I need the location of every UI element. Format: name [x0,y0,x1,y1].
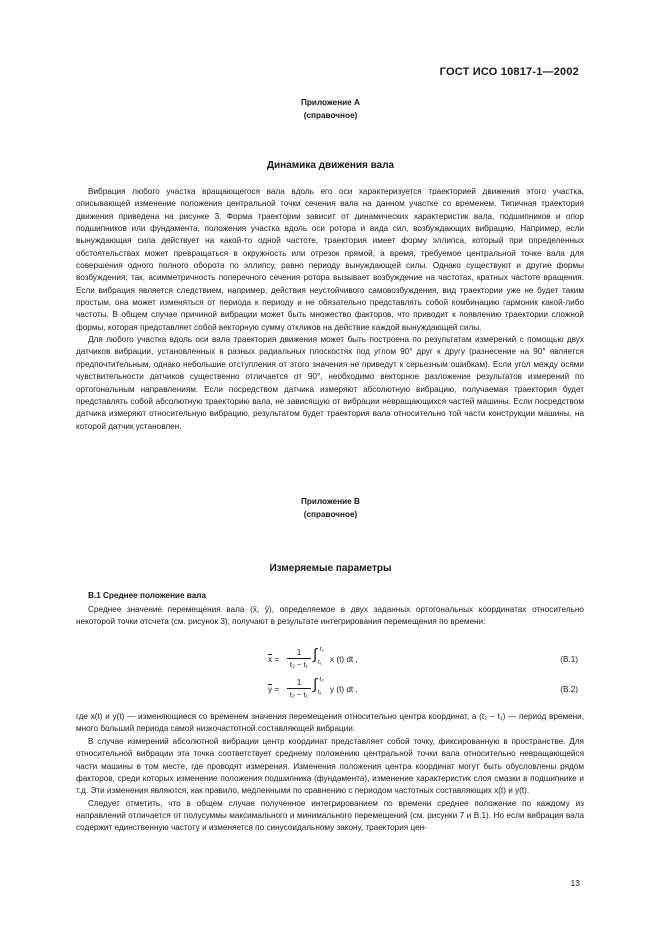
equation-b2-fraction: $\frac{1}{\text{t₂ − t₁}}$ [287,678,311,700]
equation-b1-lhs: $\overline{x}$ = [268,655,280,664]
annex-a-label: Приложение А [301,98,360,107]
equation-b1 [0,648,661,674]
equation-b1-lower-limit: t₁ [318,660,322,666]
annex-b-label: Приложение В [301,497,360,506]
integral-icon: ∫ [313,646,318,663]
equation-b2-lower-limit: t₁ [318,690,322,696]
equation-b2-upper-limit: t₂ [320,677,324,683]
equation-b2 [0,678,661,704]
equation-b1-fraction: $\frac{1}{\text{t₂ − t₁}}$ [287,648,311,670]
annex-b-paragraph-1: В случае измерений абсолютной вибрации центр координат представляет собой точку, фиксированную в пространстве. Для относительной вибрации эта точка соответствует среднему положению центральной точки вала относительно невращающейся части машины в том месте, где проводят измерения. Изменения положения центра координат могут быть обусловлены рядом факторов, среди которых изменение положения подшипника (фундамента), изменение характеристик слоя смазки в подшипнике и т.д. Эти изменения являются, как правило, медленными по сравнению с периодом частотных составляющих x(t) и y(t). [76,737,584,796]
annex-a-note: (справочное) [303,111,358,120]
annex-b-title: Измеряемые параметры [269,563,392,574]
equation-b1-number: (В.1) [560,655,578,664]
annex-b-paragraph-2: Следует отметить, что в общем случае полученное интегрированием по времени среднее положение по каждому из направлений отличается от полусуммы максимального и минимального перемещений (см. рисунки 7 и В.1). Но если вибрация вала содержит единственную частоту и изменяется по синусоидальному закону, траектория цен- [76,798,584,833]
annex-a-body [76,186,584,433]
annex-b-note: (справочное) [303,510,358,519]
annex-a-title: Динамика движения вала [266,160,395,171]
standard-header: ГОСТ ИСО 10817-1—2002 [439,66,579,78]
where-clause: где x(t) и y(t) — изменяющиеся со временем значения перемещения относительно центра координат, а (t₂ − t₁) — период времени, много больший периода самой низкочастотной составляющей вибрации. [76,712,584,733]
intro-paragraph: Среднее значение перемещения вала (x̄, ȳ), определяемое в двух заданных ортогональных координатах относительно некоторой точки отсчета (см. рисунок 3), получают в результате интегрирования перемещения по времени: [76,605,584,627]
equation-b1-upper-limit: t₂ [320,647,324,653]
annex-b-body [76,736,584,835]
equation-b1-integrand: x (t) dt , [330,655,358,664]
subsection-heading: В.1 Среднее положение вала [88,591,207,600]
page-number: 13 [570,878,580,888]
annex-a-paragraph-2: Для любого участка вдоль оси вала траектория движения может быть построена по результатам измерений с помощью двух датчиков вибрации, установленных в разных радиальных плоскостях под углом 90° друг к другу (разнесение на 90° является предпочтительным, однако небольшие отступления от этого значения не приведут к серьезным ошибкам). Если угол между осями чувствительности датчиков существенно отличается от 90°, необходимо векторное разложение результатов измерений по ортогональным направлениям. Если посредством датчика измеряют абсолютную вибрацию, получаемая траектория будет представлять собой абсолютную траекторию вала, не зависящую от вибрации невращающихся частей машины. Если посредством датчика измеряют относительную вибрацию, результатом будет траектория вала относительно той части конструкции машины, на которой датчик установлен. [76,335,584,431]
annex-a-paragraph-1: Вибрация любого участка вращающегося вала вдоль его оси характеризуется траекторией движения этого участка, описывающей изменение положения центральной точки сечения вала на данном участке со временем. Типичная траектория движения приведена на рисунке 3. Форма траектории зависит от динамических характеристик вала, подшипников и опор подшипников или фундамента, положения участка вдоль оси ротора и вида сил, возбуждающих вибрацию. Например, если вынуждающая сила действует на какой-то одной частоте, траектория имеет форму эллипса, который при определенных обстоятельствах может превращаться в окружность или отрезок прямой, а время, требуемое центральной точке вала для совершения одного полного оборота по эллипсу, равно периоду вынуждающей силы. Однако существуют и другие формы возбуждения; так, асимметричность поперечного сечения ротора вызывает возбуждение на частотах, кратных частоте вращения. Если вибрация является следствием, например, действия неустойчивого самовозбуждения, вид траектории уже не будет таким простым, она может изменяться от периода к периоду и не обязательно представлять собой комбинацию гармоник какой-либо частоты. В общем случае причиной вибрации может быть множество факторов, что приводит к появлению траектории сложной формы, которая представляет собой векторную сумму откликов на действие каждой вынуждающей силы. [76,187,584,332]
integral-icon: ∫ [313,676,318,693]
equation-b2-integrand: y (t) dt , [330,685,358,694]
equation-b2-lhs: $\overline{y}$ = [268,685,280,694]
equation-b2-number: (В.2) [560,685,578,694]
annex-b-intro [76,604,584,629]
